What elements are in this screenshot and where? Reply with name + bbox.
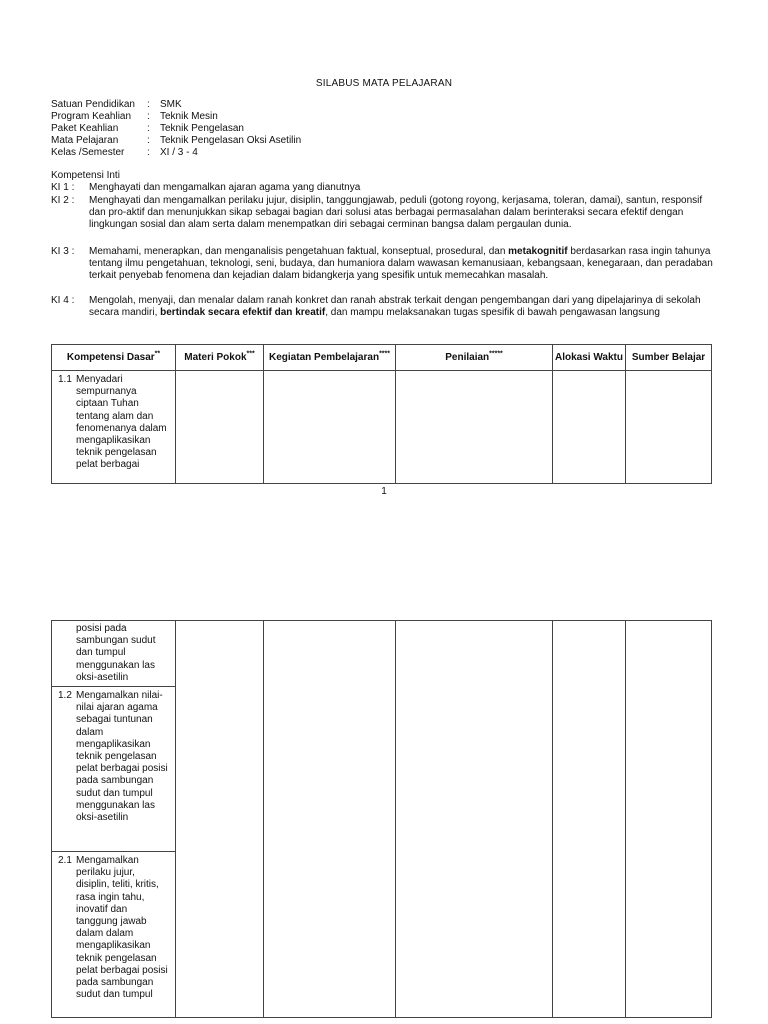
kegiatan-cell [264, 621, 396, 1018]
ki-text [89, 246, 717, 282]
syllabus-table-page2 [51, 620, 712, 1018]
header-materi-pokok [176, 345, 264, 371]
kd-entry [52, 371, 175, 474]
penilaian-cell [396, 371, 553, 484]
ki-text: Menghayati dan mengamalkan perilaku jujur, disiplin, tanggungjawab, peduli (gotong royong, kerjasama, toleran, damai), santun, responsif dan pro-aktif dan menunjukkan sikap sebagai bagian dari solusi atas berbagai permasalahan dalam berinteraksi secara efektif dengan lingkungan sosial dan alam serta dalam menempatkan diri sebagai cerminan bangsa dalam pergaulan dunia. [89, 195, 703, 230]
identity-row [51, 123, 301, 135]
kd-text: Mengamalkan nilai-nilai ajaran agama sebagai tuntunan dalam mengaplikasikan teknik pengelasan pelat berbagai posisi pada sambungan sudut dan tumpul menggunakan las oksi-asetilin [76, 690, 168, 824]
header-kompetensi-dasar [52, 345, 176, 371]
header-kegiatan-pembelajaran [264, 345, 396, 371]
ki-label: KI 4 : [51, 295, 75, 306]
sumber-cell [626, 371, 712, 484]
header-stars: ** [154, 350, 161, 358]
identity-label: Paket Keahlian [51, 123, 119, 134]
identity-block [51, 99, 301, 159]
kegiatan-cell [264, 371, 396, 484]
ki-text-part: berdasarkan rasa ingin tahunya tentang ilmu pengetahuan, teknologi, seni, budaya, dan humaniora dalam wawasan kemanusiaan, kebangsaan, kenegaraan, dan peradaban terkait penyebab fenomena dan kejadian dalam bidangkerja yang spesifik untuk memecahkan masalah. [89, 246, 713, 281]
identity-label: Mata Pelajaran [51, 135, 119, 146]
kd-number: 2.1 [58, 855, 72, 867]
header-text: Kompetensi Dasar [66, 352, 155, 363]
identity-colon: : [147, 111, 150, 122]
header-text: Penilaian [445, 352, 490, 363]
identity-label: Kelas /Semester [51, 147, 125, 158]
kd-entry [52, 621, 175, 686]
table-header-row [52, 345, 712, 371]
ki-text [89, 295, 717, 319]
ki-label: KI 3 : [51, 246, 75, 257]
ki-label: KI 1 : [51, 182, 75, 193]
header-text: Alokasi Waktu [555, 352, 623, 363]
identity-value: Teknik Mesin [160, 111, 218, 122]
syllabus-table-page1 [51, 344, 712, 484]
identity-row [51, 99, 301, 111]
table-row [52, 371, 712, 484]
header-text: Materi Pokok [184, 352, 247, 363]
identity-row [51, 111, 301, 123]
header-text: Kegiatan Pembelajaran [269, 352, 380, 363]
sumber-cell [626, 621, 712, 1018]
alokasi-cell [553, 621, 626, 1018]
identity-colon: : [147, 99, 150, 110]
ki-heading: Kompetensi Inti [51, 170, 120, 181]
materi-cell [176, 621, 264, 1018]
ki-label: KI 2 : [51, 195, 75, 206]
table-row [52, 621, 712, 687]
kd-cell [52, 621, 176, 687]
kd-text: posisi pada sambungan sudut dan tumpul menggunakan las oksi-asetilin [76, 623, 156, 683]
kd-number: 1.2 [58, 690, 72, 702]
identity-value: XI / 3 - 4 [160, 147, 198, 158]
identity-row [51, 147, 301, 159]
page-number: 1 [381, 486, 387, 497]
document-title: SILABUS MATA PELAJARAN [315, 78, 453, 89]
kd-text: Mengamalkan perilaku jujur, disiplin, teliti, kritis, rasa ingin tahu, inovatif dan tanggung jawab dalam dalam mengaplikasikan teknik pengelasan pelat berbagai posisi pada sambungan sudut dan tumpul [76, 855, 168, 1001]
header-stars: **** [379, 350, 390, 358]
ki-text-bold: bertindak secara efektif dan kreatif [160, 307, 326, 318]
kd-entry [52, 852, 175, 1003]
header-penilaian [396, 345, 553, 371]
materi-cell [176, 371, 264, 484]
header-alokasi-waktu [553, 345, 626, 371]
identity-value: Teknik Pengelasan Oksi Asetilin [160, 135, 302, 146]
identity-colon: : [147, 123, 150, 134]
kd-number: 1.1 [58, 374, 72, 385]
identity-value: Teknik Pengelasan [160, 123, 244, 134]
ki-item [51, 195, 717, 231]
header-text: Sumber Belajar [631, 352, 706, 363]
identity-value: SMK [160, 99, 182, 110]
identity-colon: : [147, 135, 150, 146]
identity-colon: : [147, 147, 150, 158]
identity-row [51, 135, 301, 147]
ki-item [51, 246, 717, 282]
kd-entry [52, 687, 175, 826]
kd-text: Menyadari sempurnanya ciptaan Tuhan tentang alam dan fenomenanya dalam mengaplikasikan teknik pengelasan pelat berbagai [76, 374, 167, 471]
kd-cell [52, 371, 176, 484]
ki-text-part: Mengolah, menyaji, dan menalar dalam ranah konkret dan ranah abstrak terkait dengan pengembangan dari yang dipelajarinya di sekolah secara mandiri, [89, 295, 701, 318]
ki-text: Menghayati dan mengamalkan ajaran agama yang dianutnya [89, 182, 361, 193]
header-sumber-belajar [626, 345, 712, 371]
identity-label: Program Keahlian [51, 111, 132, 122]
header-stars: *** [246, 350, 255, 358]
kd-cell [52, 852, 176, 1018]
ki-text-part: , dan mampu melaksanakan tugas spesifik di bawah pengawasan langsung [325, 307, 660, 318]
alokasi-cell [553, 371, 626, 484]
ki-item [51, 182, 717, 194]
ki-item [51, 295, 717, 319]
penilaian-cell [396, 621, 553, 1018]
ki-text-bold: metakognitif [508, 246, 568, 257]
ki-text-part: Memahami, menerapkan, dan menganalisis pengetahuan faktual, konseptual, prosedural, dan [89, 246, 509, 257]
kd-cell [52, 687, 176, 852]
header-stars: ***** [489, 350, 503, 358]
identity-label: Satuan Pendidikan [51, 99, 135, 110]
